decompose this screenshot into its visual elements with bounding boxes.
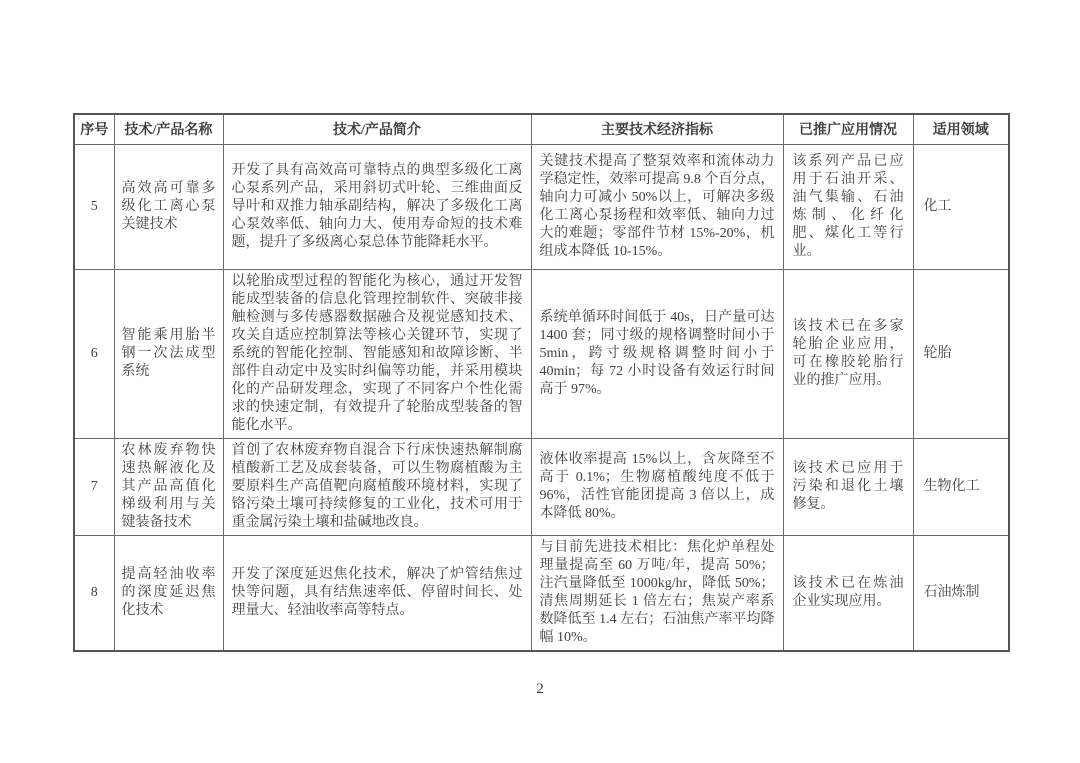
cell-application: 该技术已在多家轮胎企业应用，可在橡胶轮胎行业的推广应用。 bbox=[783, 269, 913, 438]
column-header-serial: 序号 bbox=[74, 114, 114, 144]
table-row bbox=[74, 535, 1009, 651]
cell-indicators: 系统单循环时间低于 40s，日产量可达 1400 套；同寸级的规格调整时间小于 5min，跨寸级规格调整时间小于 40min；每 72 小时设备有效运行时间高于 97%。 bbox=[531, 269, 783, 438]
table-row bbox=[74, 269, 1009, 438]
cell-serial-number: 8 bbox=[74, 535, 114, 651]
column-header-application: 已推广应用情况 bbox=[783, 114, 913, 144]
page-number: 2 bbox=[536, 681, 544, 697]
table-row bbox=[74, 438, 1009, 535]
cell-tech-name: 提高轻油收率的深度延迟焦化技术 bbox=[114, 535, 223, 651]
cell-tech-name: 农林废弃物快速热解液化及其产品高值化梯级利用与关键装备技术 bbox=[114, 438, 223, 535]
column-header-tech-intro: 技术/产品简介 bbox=[223, 114, 531, 144]
cell-tech-intro: 开发了具有高效高可靠特点的典型多级化工离心泵系列产品，采用斜切式叶轮、三维曲面反导叶和双推力轴承副结构，解决了多级化工离心泵效率低、轴向力大、使用寿命短的技术难题，提升了多级离心泵总体节能降耗水平。 bbox=[223, 144, 531, 269]
cell-indicators: 关键技术提高了整泵效率和流体动力学稳定性，效率可提高 9.8 个百分点，轴向力可减小 50%以上，可解决多级化工离心泵扬程和效率低、轴向力过大的难题；零部件节材 15%-20%，机组成本降低 10-15%。 bbox=[531, 144, 783, 269]
cell-field: 生物化工 bbox=[913, 438, 1009, 535]
cell-field: 轮胎 bbox=[913, 269, 1009, 438]
cell-application: 该系列产品已应用于石油开采、油气集输、石油炼制、化纤化肥、煤化工等行业。 bbox=[783, 144, 913, 269]
column-header-field: 适用领域 bbox=[913, 114, 1009, 144]
cell-tech-intro: 以轮胎成型过程的智能化为核心，通过开发智能成型装备的信息化管理控制软件、突破非接触检测与多传感器数据融合及视觉感知技术、攻关自适应控制算法等核心关键环节，实现了系统的智能化控制、智能感知和故障诊断、半部件自动定中及实时纠偏等功能，并采用模块化的产品研发理念，实现了不同客户个性化需求的快速定制，有效提升了轮胎成型装备的智能化水平。 bbox=[223, 269, 531, 438]
table-header-row bbox=[74, 114, 1009, 144]
cell-field: 石油炼制 bbox=[913, 535, 1009, 651]
cell-indicators: 液体收率提高 15%以上，含灰降至不高于 0.1%；生物腐植酸纯度不低于 96%，活性官能团提高 3 倍以上，成本降低 80%。 bbox=[531, 438, 783, 535]
technology-table bbox=[73, 113, 1010, 652]
cell-tech-intro: 开发了深度延迟焦化技术，解决了炉管结焦过快等问题，具有结焦速率低、停留时间长、处理量大、轻油收率高等特点。 bbox=[223, 535, 531, 651]
cell-serial-number: 5 bbox=[74, 144, 114, 269]
column-header-tech-name: 技术/产品名称 bbox=[114, 114, 223, 144]
cell-application: 该技术已在炼油企业实现应用。 bbox=[783, 535, 913, 651]
cell-tech-intro: 首创了农林废弃物自混合下行床快速热解制腐植酸新工艺及成套装备，可以生物腐植酸为主要原料生产高值靶向腐植酸环境材料，实现了铬污染土壤可持续修复的工业化，技术可用于重金属污染土壤和盐碱地改良。 bbox=[223, 438, 531, 535]
column-header-indicators: 主要技术经济指标 bbox=[531, 114, 783, 144]
cell-field: 化工 bbox=[913, 144, 1009, 269]
table-row bbox=[74, 144, 1009, 269]
cell-tech-name: 智能乘用胎半钢一次法成型系统 bbox=[114, 269, 223, 438]
cell-application: 该技术已应用于污染和退化土壤修复。 bbox=[783, 438, 913, 535]
cell-serial-number: 7 bbox=[74, 438, 114, 535]
cell-serial-number: 6 bbox=[74, 269, 114, 438]
cell-indicators: 与目前先进技术相比：焦化炉单程处理量提高至 60 万吨/年，提高 50%；注汽量降低至 1000kg/hr，降低 50%；清焦周期延长 1 倍左右；焦炭产率系数降低至 1.4 左右；石油焦产率平均降幅 10%。 bbox=[531, 535, 783, 651]
cell-tech-name: 高效高可靠多级化工离心泵关键技术 bbox=[114, 144, 223, 269]
